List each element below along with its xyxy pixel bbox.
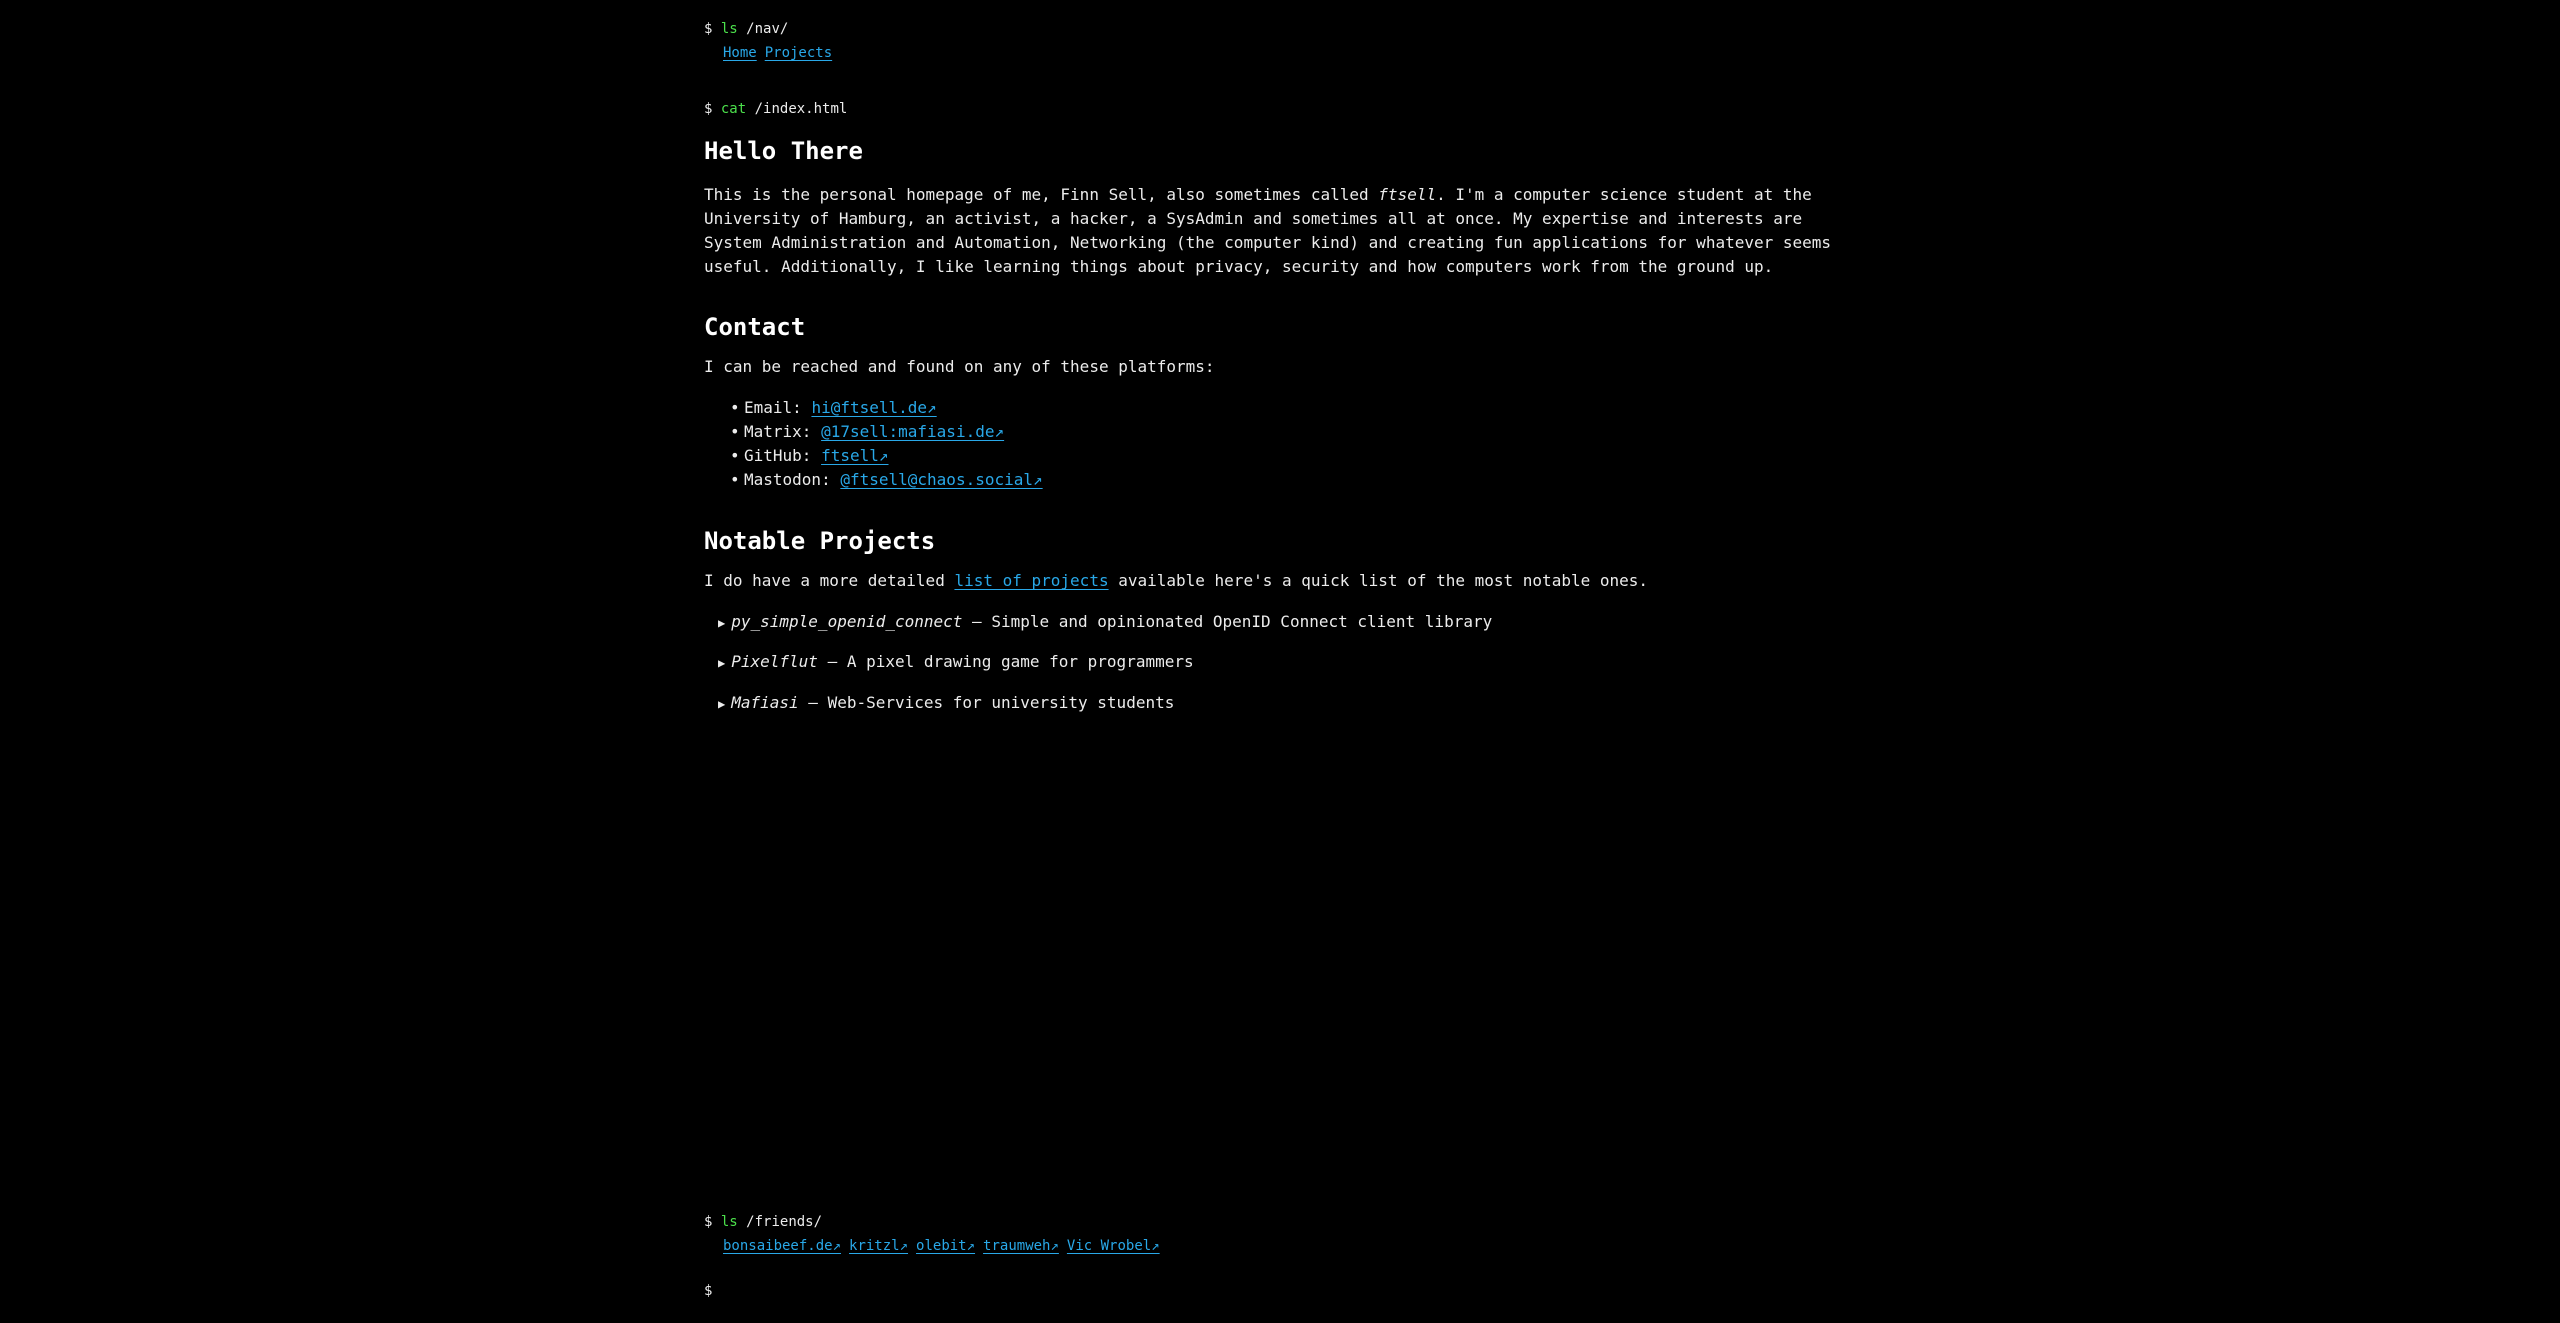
disclosure-triangle-icon[interactable]: ▶ — [718, 697, 726, 711]
project-item-py-simple-openid-connect[interactable] — [704, 610, 1868, 635]
command-ls: ls — [720, 21, 738, 37]
project-name: Mafiasi — [731, 693, 799, 712]
mastodon-link[interactable]: @ftsell@chaos.social↗ — [840, 470, 1043, 489]
friend-link-kritzl[interactable]: kritzl↗ — [849, 1238, 909, 1254]
contact-label: GitHub: — [744, 446, 812, 465]
nav-link-projects[interactable]: Projects — [764, 45, 833, 61]
command-ls: ls — [720, 1214, 738, 1230]
project-item-mafiasi[interactable] — [704, 691, 1868, 716]
nickname: ftsell — [1378, 185, 1437, 204]
matrix-link[interactable]: @17sell:mafiasi.de↗ — [821, 422, 1005, 441]
friends-links — [704, 1234, 1873, 1258]
project-desc: – A pixel drawing game for programmers — [817, 652, 1194, 671]
friend-link-olebit[interactable]: olebit↗ — [916, 1238, 976, 1254]
final-prompt-line — [704, 1279, 1854, 1303]
contact-label: Mastodon: — [744, 470, 831, 489]
disclosure-triangle-icon[interactable]: ▶ — [718, 656, 726, 670]
contact-item-email — [730, 396, 1854, 420]
prompt-symbol: $ — [704, 1214, 713, 1230]
contact-list — [704, 396, 1854, 492]
hello-text-after: . I'm a computer science student at the University of Hamburg, an activist, a hacker, a SysAdmin and sometimes all at once. My expertise and interests are System Administration and Automation, Networking (the computer kind) and creating fun applications for whatever seems useful. Additionally, I like learning things about privacy, security and how computers work from the ground up. — [704, 185, 1832, 276]
contact-label: Matrix: — [744, 422, 812, 441]
prompt-symbol: $ — [704, 21, 713, 37]
friend-link-traumweh[interactable]: traumweh↗ — [983, 1238, 1059, 1254]
projects-intro — [704, 569, 1854, 593]
cat-prompt-line — [704, 97, 1854, 121]
project-item-pixelflut[interactable] — [704, 650, 1868, 675]
command-cat: cat — [720, 101, 747, 117]
command-path: /friends/ — [746, 1214, 823, 1230]
projects-intro-wrap — [704, 569, 1854, 593]
hello-paragraph — [704, 183, 1854, 279]
contact-label: Email: — [744, 398, 802, 417]
disclosure-triangle-icon[interactable]: ▶ — [718, 616, 726, 630]
friend-link-bonsaibeef[interactable]: bonsaibeef.de↗ — [723, 1238, 842, 1254]
command-path: /index.html — [754, 101, 848, 117]
contact-intro: I can be reached and found on any of these platforms: — [704, 357, 1215, 376]
hello-heading: Hello There — [704, 137, 863, 165]
projects-heading: Notable Projects — [704, 527, 936, 555]
friend-link-vic-wrobel[interactable]: Vic Wrobel↗ — [1066, 1238, 1160, 1254]
project-name: Pixelflut — [731, 652, 818, 671]
list-of-projects-link[interactable]: list of projects — [954, 571, 1109, 590]
contact-list-wrap — [704, 396, 1854, 492]
contact-item-github — [730, 444, 1854, 468]
contact-item-matrix — [730, 420, 1854, 444]
prompt-symbol: $ — [704, 1283, 713, 1299]
projects-section — [704, 525, 1854, 557]
nav-links — [704, 41, 1873, 65]
contact-intro-wrap — [704, 355, 1854, 379]
projects-intro-after: available here's a quick list of the most notable ones. — [1108, 571, 1649, 590]
prompt-symbol: $ — [704, 101, 713, 117]
nav-link-home[interactable]: Home — [723, 45, 757, 61]
hello-paragraph-wrap — [704, 183, 1854, 279]
hello-text-before: This is the personal homepage of me, Finn Sell, also sometimes called — [704, 185, 1379, 204]
nav-prompt-line — [704, 17, 1854, 41]
contact-item-mastodon — [730, 468, 1854, 492]
project-desc: – Simple and opinionated OpenID Connect client library — [962, 612, 1493, 631]
friends-prompt-line — [704, 1210, 1854, 1234]
project-name: py_simple_openid_connect — [731, 612, 963, 631]
command-path: /nav/ — [746, 21, 789, 37]
github-link[interactable]: ftsell↗ — [821, 446, 889, 465]
hello-section — [704, 135, 1854, 167]
project-desc: – Web-Services for university students — [798, 693, 1175, 712]
projects-intro-before: I do have a more detailed — [704, 571, 955, 590]
contact-section — [704, 311, 1854, 343]
email-link[interactable]: hi@ftsell.de↗ — [811, 398, 937, 417]
contact-heading: Contact — [704, 313, 806, 341]
